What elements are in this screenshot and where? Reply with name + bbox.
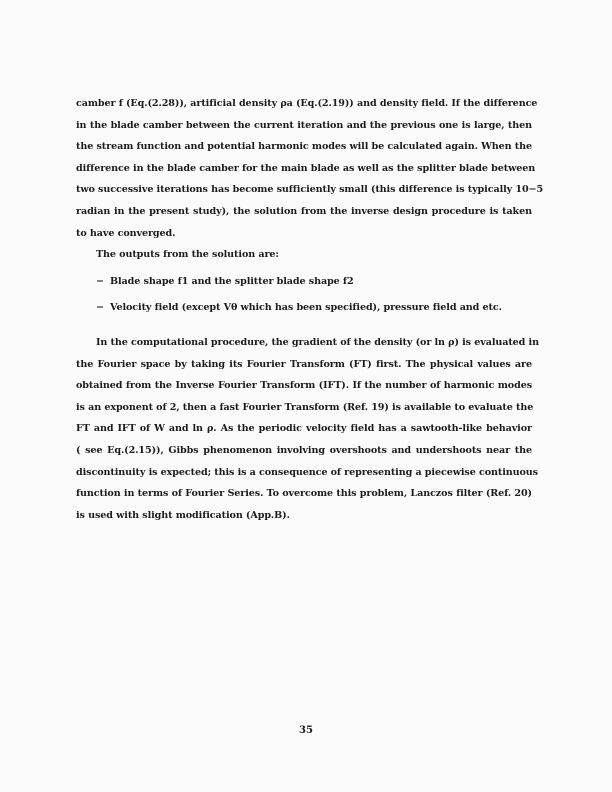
bullet-item (76, 297, 532, 319)
dash-bullet-icon: − (96, 275, 104, 287)
text-line: the Fourier space by taking its Fourier Transform (FT) first. The physical values are (76, 358, 532, 370)
text-line: camber f (Eq.(2.28)), artificial density ρa (Eq.(2.19)) and density field. If the difference (76, 98, 538, 109)
outputs-intro: The outputs from the solution are: (96, 249, 279, 261)
text-line: In the computational procedure, the gradient of the density (or ln ρ) is evaluated in (96, 336, 539, 348)
bullet-text: Blade shape f1 and the splitter blade shape f2 (110, 275, 354, 287)
bullet-item (76, 271, 532, 293)
text-line: ( see Eq.(2.15)), Gibbs phenomenon involving overshoots and undershoots near the (76, 444, 532, 456)
bullet-text: Velocity field (except Vθ which has been specified), pressure field and etc. (110, 302, 502, 314)
text-line: in the blade camber between the current iteration and the previous one is large, then (76, 119, 532, 131)
text-line: two successive iterations has become sufficiently small (this difference is typically 10−5 (76, 184, 544, 196)
text-line: to have converged. (76, 227, 176, 239)
dash-bullet-icon: − (96, 302, 104, 314)
text-line: the stream function and potential harmonic modes will be calculated again. When the (76, 141, 532, 153)
text-line: is used with slight modification (App.B). (76, 509, 290, 521)
text-line: discontinuity is expected; this is a consequence of representing a piecewise continuous (76, 466, 538, 478)
text-line: obtained from the Inverse Fourier Transform (IFT). If the number of harmonic modes (76, 380, 532, 392)
text-line: function in terms of Fourier Series. To overcome this problem, Lanczos filter (Ref. 20) (76, 488, 532, 500)
page-body (76, 93, 544, 526)
paragraph-fourier (76, 332, 539, 526)
text-line: difference in the blade camber for the main blade as well as the splitter blade between (76, 162, 536, 174)
text-line: is an exponent of 2, then a fast Fourier Transform (Ref. 19) is available to evaluate the (76, 401, 534, 413)
paragraph-convergence (76, 93, 544, 244)
text-line: radian in the present study), the solution from the inverse design procedure is taken (76, 205, 532, 217)
text-line: FT and IFT of W and ln ρ. As the periodic velocity field has a sawtooth-like behavior (76, 423, 532, 435)
page-number: 35 (299, 725, 313, 736)
